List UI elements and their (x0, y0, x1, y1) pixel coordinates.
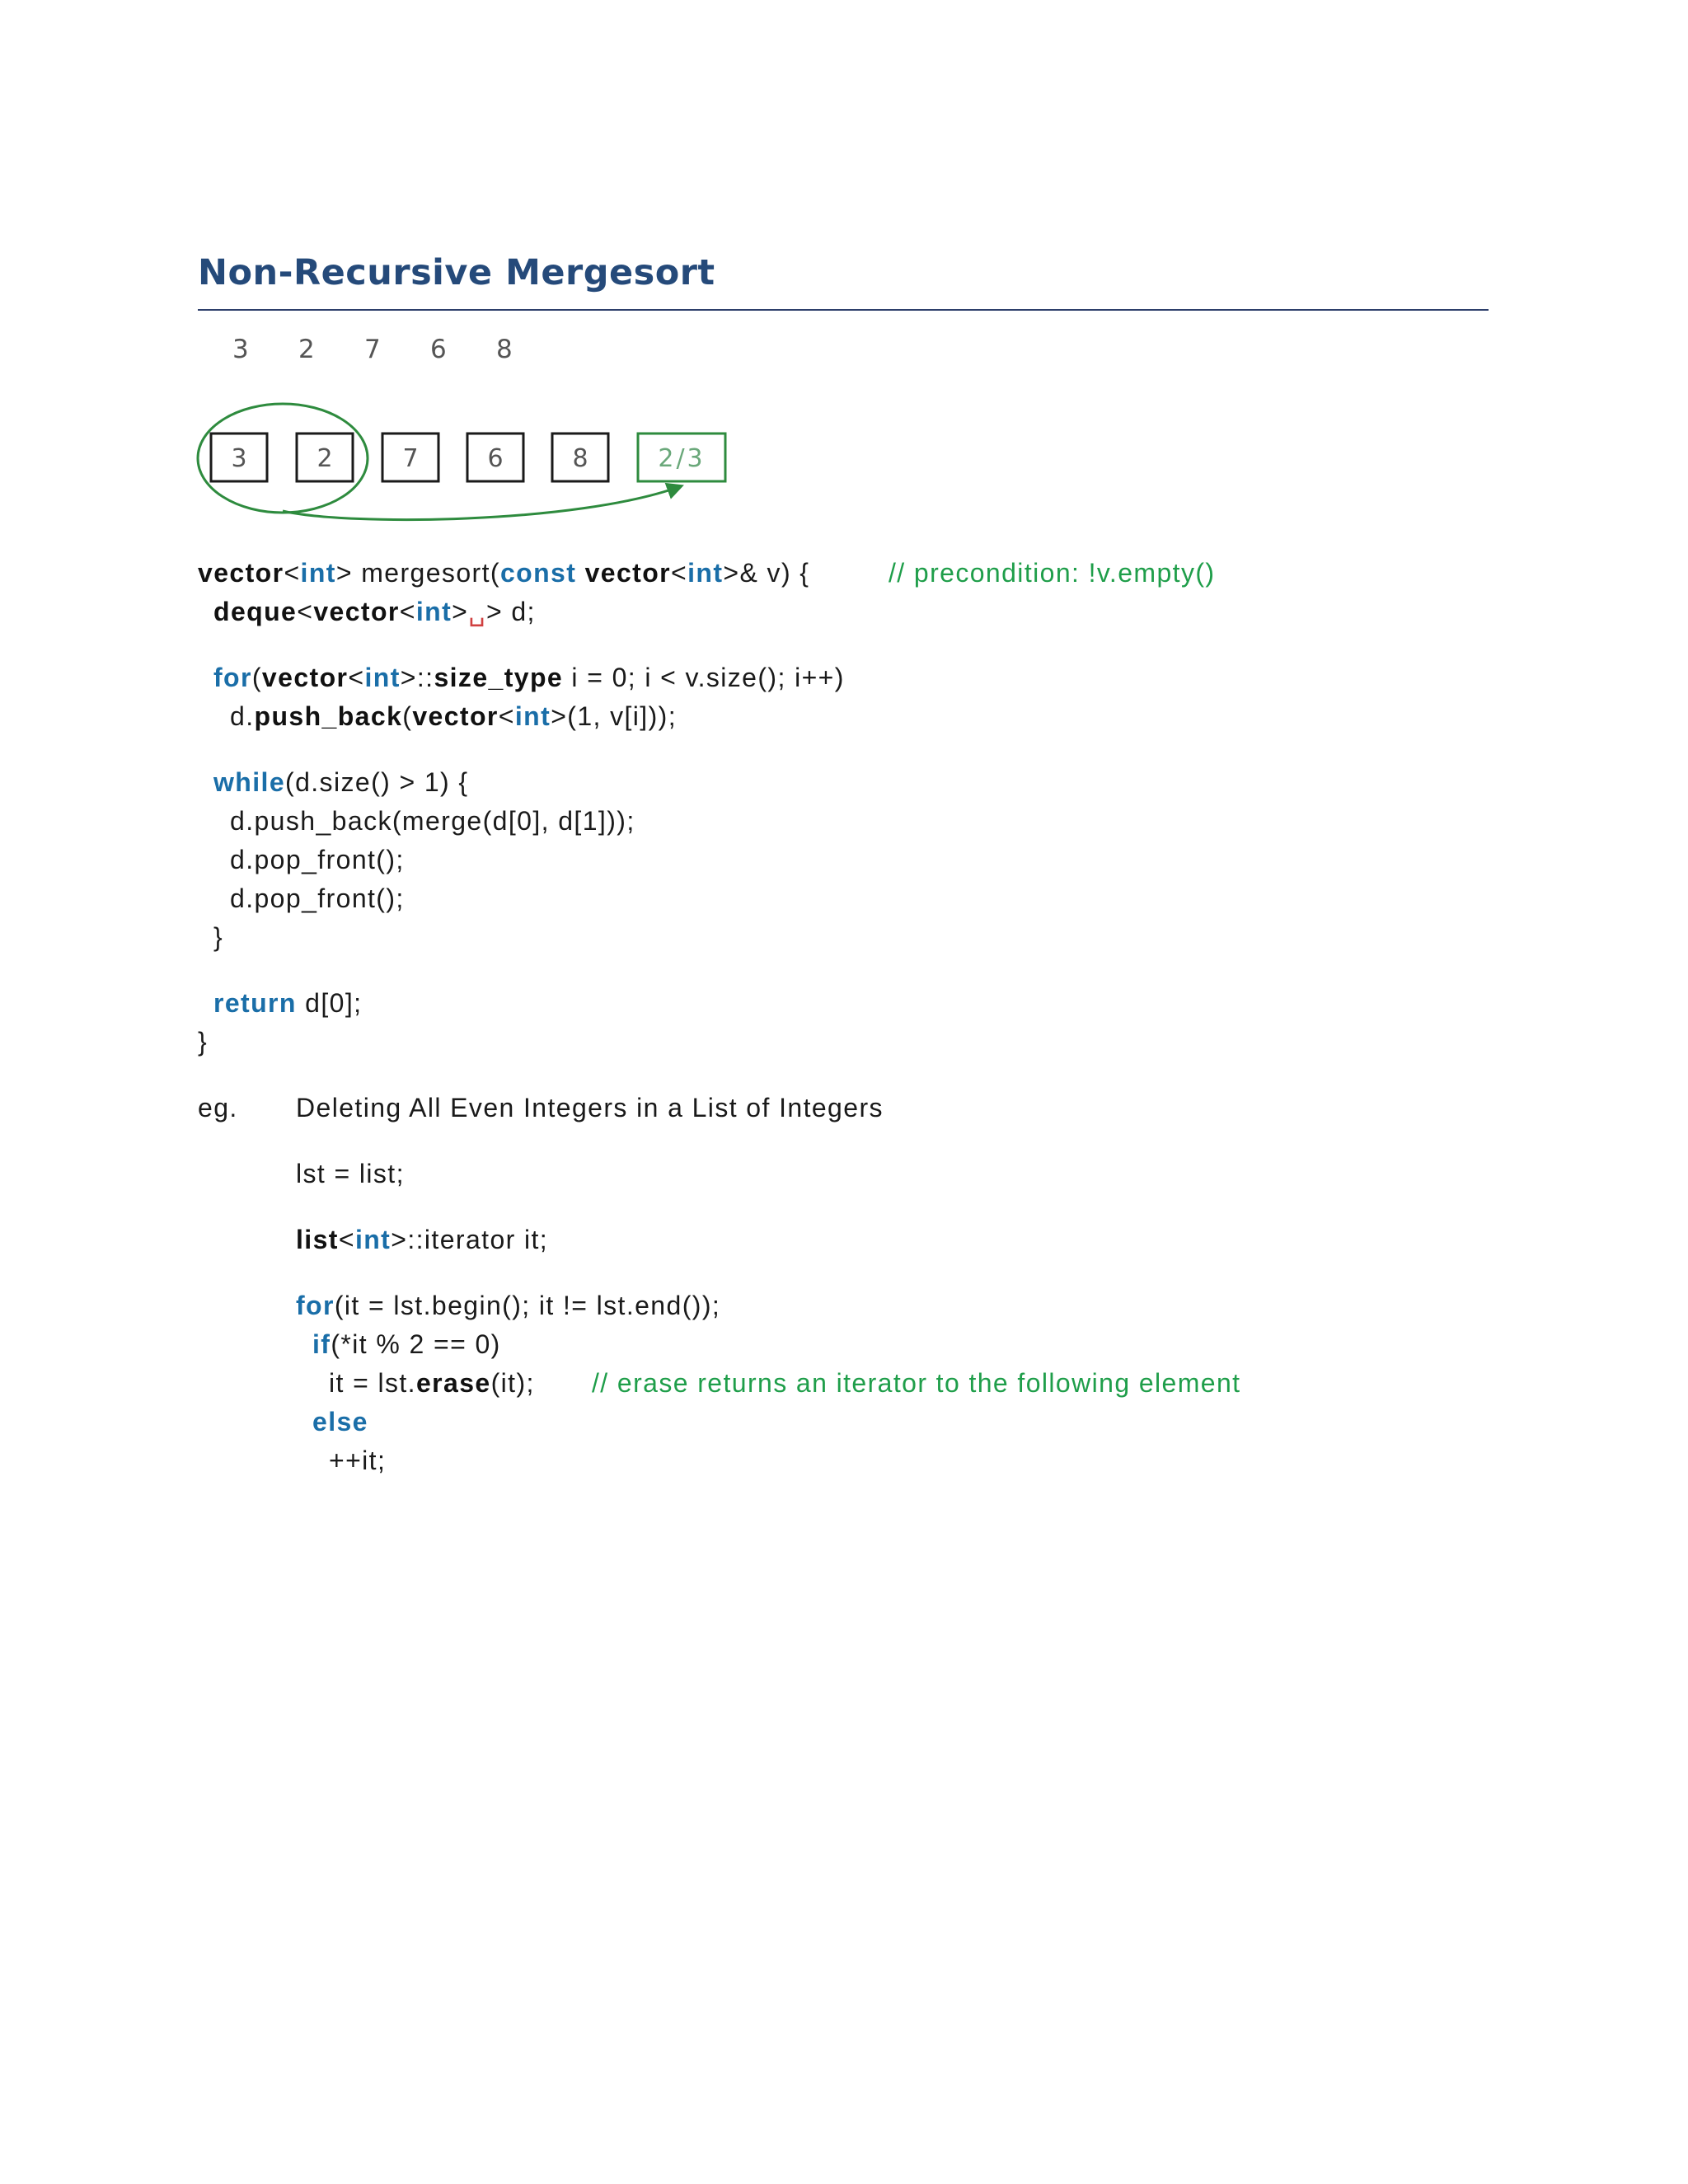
box-value: 2 (316, 444, 333, 473)
code-line: vector<int> mergesort(const vector<int>& v) { (198, 558, 810, 588)
sequence-value: 7 (364, 335, 381, 364)
code-line: lst = list; (296, 1159, 405, 1188)
box-value: 8 (572, 444, 588, 473)
code-line: d.push_back(vector<int>(1, v[i])); (230, 701, 678, 731)
code-line: d.push_back(merge(d[0], d[1])); (230, 806, 635, 836)
merge-diagram (0, 0, 1688, 577)
box-value: 6 (487, 444, 504, 473)
sequence-value: 8 (496, 335, 513, 364)
code-line: while(d.size() > 1) { (213, 767, 469, 797)
code-line: deque<vector<int>␣> d; (213, 597, 536, 626)
page-title: Non-Recursive Mergesort (198, 252, 715, 293)
code-line: it = lst.erase(it); (329, 1368, 535, 1398)
sequence-value: 3 (232, 335, 249, 364)
sequence-value: 2 (298, 335, 315, 364)
example-label: eg. (198, 1093, 238, 1122)
code-line: else (312, 1407, 368, 1436)
code-line: ++it; (329, 1446, 387, 1475)
merge-arrow (283, 486, 681, 520)
code-line: } (198, 1027, 209, 1057)
sequence-value: 6 (430, 335, 447, 364)
pair-circle (198, 404, 368, 513)
code-line: for(vector<int>::size_type i = 0; i < v.size(); i++) (213, 663, 845, 692)
code-line: } (213, 922, 224, 952)
code-comment: // precondition: !v.empty() (889, 558, 1216, 588)
code-line: d.pop_front(); (230, 883, 405, 913)
box-value: 7 (402, 444, 419, 473)
code-line: d.pop_front(); (230, 845, 405, 874)
code-line: if(*it % 2 == 0) (312, 1329, 501, 1359)
box-value: 3 (231, 444, 247, 473)
code-line: return d[0]; (213, 988, 363, 1018)
code-comment: // erase returns an iterator to the following element (592, 1368, 1241, 1398)
merged-box-value: 2/3 (658, 444, 706, 473)
code-line: for(it = lst.begin(); it != lst.end()); (296, 1291, 721, 1320)
code-line: list<int>::iterator it; (296, 1225, 549, 1254)
example-heading: Deleting All Even Integers in a List of Integers (296, 1093, 884, 1122)
